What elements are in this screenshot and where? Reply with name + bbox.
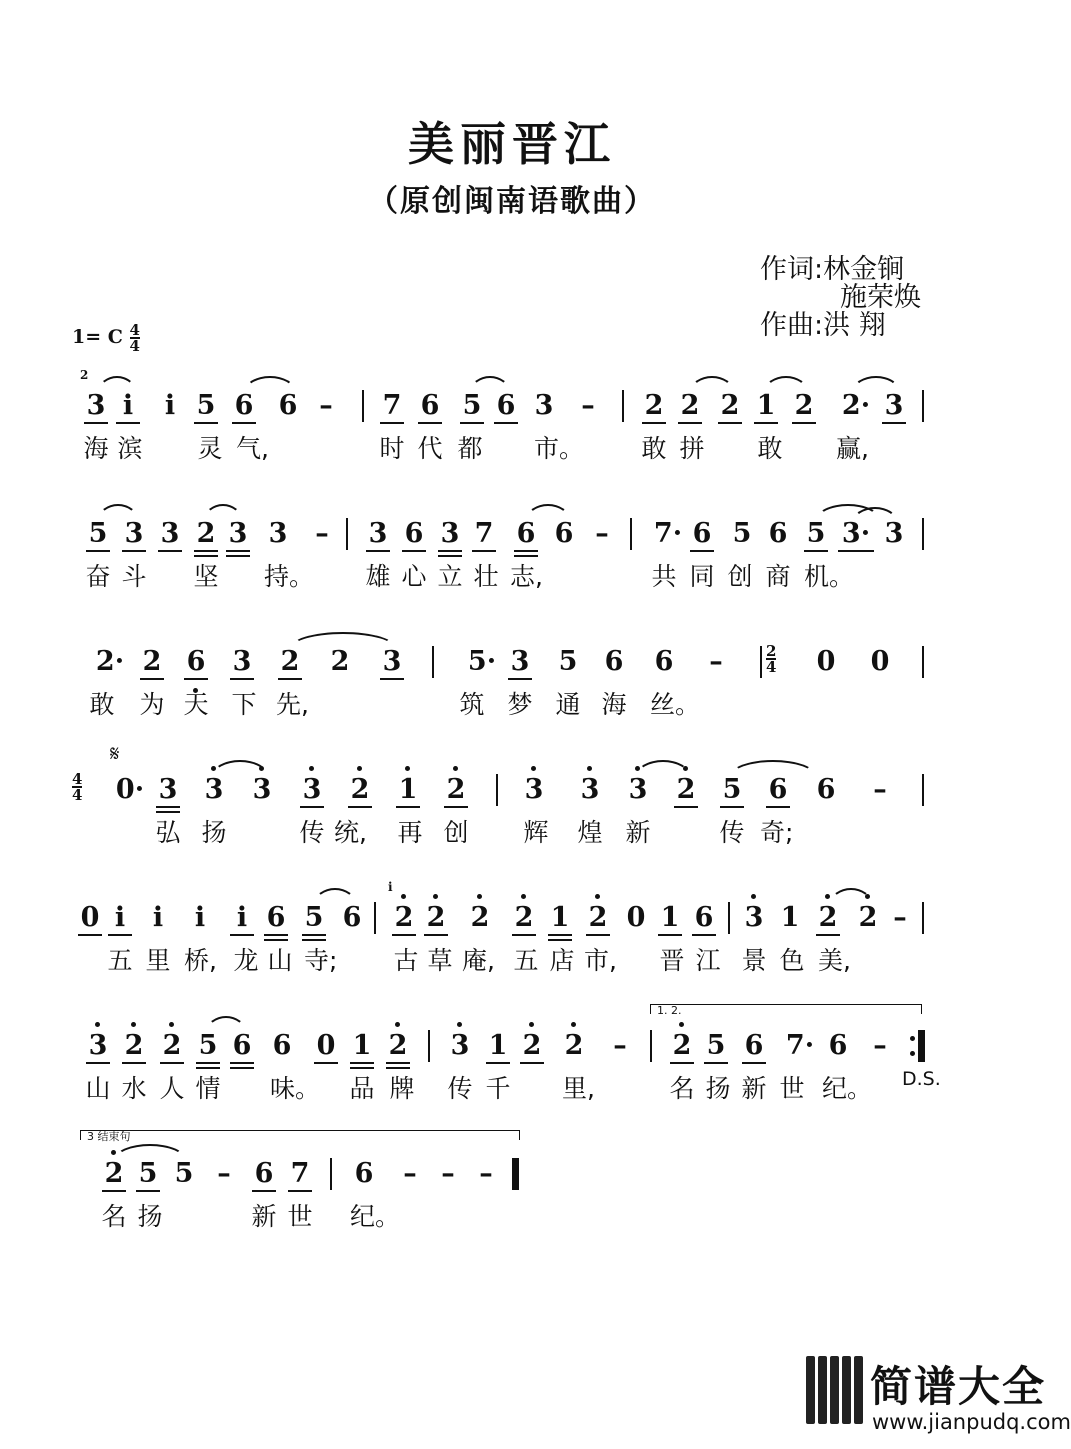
note: 1 [780, 902, 800, 933]
lyric: 壮 [473, 562, 499, 591]
lyric: 名 [101, 1202, 127, 1231]
lyric: 世 [779, 1074, 805, 1103]
note: 5 [192, 388, 220, 424]
time-change-bottom: 4 [766, 658, 777, 676]
bar-line [330, 1158, 332, 1190]
lyric: 龙 [233, 946, 259, 975]
lyric: 奋 [85, 562, 111, 591]
note: i [164, 390, 176, 421]
bar-line [432, 646, 434, 678]
key-signature [72, 323, 140, 353]
key-text: 1= C [72, 326, 123, 348]
note: i [152, 902, 164, 933]
note: 6 [278, 390, 298, 421]
note: 2 [346, 772, 374, 808]
note: 0 [870, 646, 890, 677]
lyric: 为 [139, 690, 165, 719]
lyric: 纪。 [822, 1074, 873, 1103]
note: i [106, 900, 134, 936]
note: 3 [520, 772, 548, 808]
note: 3· [836, 516, 876, 552]
note: 7· [785, 1030, 815, 1061]
final-bar [512, 1158, 519, 1190]
note: 5 [174, 1158, 194, 1189]
lyric: 名 [669, 1074, 695, 1103]
note: 1 [348, 1028, 376, 1064]
note: 3 [364, 516, 392, 552]
note: 2 [668, 1028, 696, 1064]
note: 5 [300, 900, 328, 936]
note: 1 [484, 1028, 512, 1064]
lyric: 通 [555, 690, 581, 719]
note: 6 [816, 774, 836, 805]
note: 2 [640, 388, 668, 424]
slur [98, 504, 138, 520]
composer: 洪 翔 [823, 310, 886, 341]
note: 0 [312, 1028, 340, 1064]
score-line-2 [0, 516, 1024, 616]
lyric: 共 [651, 562, 677, 591]
note: 3 [200, 772, 228, 808]
lyric: 世 [287, 1202, 313, 1231]
lyric: 敢 [641, 434, 667, 463]
note: 3 [156, 516, 184, 552]
note: 2 [716, 388, 744, 424]
note: 7 [470, 516, 498, 552]
lyric: 五 [513, 946, 539, 975]
lyric: 纪。 [350, 1202, 401, 1231]
lyric: 山 [85, 1074, 111, 1103]
note: 2· [95, 646, 125, 677]
note: 5 [558, 646, 578, 677]
note: 3 [534, 390, 554, 421]
note: 5 [458, 388, 486, 424]
score-line-1 [0, 368, 1024, 488]
lyric: 持。 [264, 562, 315, 591]
note: 2 [510, 900, 538, 936]
note: 5· [467, 646, 497, 677]
bar-line [922, 646, 924, 678]
site-logo[interactable] [806, 1350, 1071, 1445]
note: 6 [764, 772, 792, 808]
note: 6 [492, 388, 520, 424]
bar-line [922, 390, 924, 422]
bar-line [922, 774, 924, 806]
slur [206, 1016, 246, 1032]
note: 3 [228, 644, 256, 680]
song-subtitle: （原创闽南语歌曲） [368, 184, 656, 219]
lyric: 雄 [365, 562, 391, 591]
note: 3 [268, 518, 288, 549]
note: i [194, 902, 206, 933]
note: 0 [76, 900, 104, 936]
lyric: 辉 [523, 818, 549, 847]
lyric: 坚 [193, 562, 219, 591]
note: 2 [330, 646, 350, 677]
lyric: 煌 [577, 818, 603, 847]
note: – [441, 1158, 455, 1189]
time-signature [130, 323, 140, 353]
lyric: 扬 [201, 818, 227, 847]
lyric: 寺; [304, 946, 338, 975]
note: 6 [272, 1030, 292, 1061]
slur [470, 376, 510, 392]
note: 6 [250, 1156, 278, 1192]
note: 2 [814, 900, 842, 936]
note: 6 [228, 1028, 256, 1064]
bar-line [650, 1030, 652, 1062]
lyric: 弘 [155, 818, 181, 847]
lyric: 丝。 [650, 690, 701, 719]
slur [730, 760, 816, 776]
note: 6 [354, 1158, 374, 1189]
score-line-4 [0, 742, 1024, 872]
note: 2 [676, 388, 704, 424]
lyric: 再 [397, 818, 423, 847]
score-line-3 [0, 644, 1024, 744]
credits [760, 256, 921, 340]
lyric: 桥, [184, 946, 217, 975]
lyric: 传 [447, 1074, 473, 1103]
note: 5 [718, 772, 746, 808]
lyric: 心 [401, 562, 427, 591]
lyric: 志, [510, 562, 543, 591]
lyric: 味。 [270, 1074, 321, 1103]
note: – [595, 518, 609, 549]
bar-line [346, 518, 348, 550]
note: 3 [84, 1028, 112, 1064]
note: – [403, 1158, 417, 1189]
lyric: 统, [334, 818, 367, 847]
note: 2 [158, 1028, 186, 1064]
note: – [581, 390, 595, 421]
note: 6 [768, 518, 788, 549]
lyric: 新 [741, 1074, 767, 1103]
lyric: 拼 [679, 434, 705, 463]
note: 6 [654, 646, 674, 677]
note: – [319, 390, 333, 421]
time-top-return: 4 [72, 770, 83, 788]
note: 2· [841, 390, 871, 421]
note: 1 [546, 900, 574, 936]
lyric: 海 [601, 690, 627, 719]
note: i [114, 388, 142, 424]
note: 3 [436, 516, 464, 552]
note: 3 [298, 772, 326, 808]
note: 3 [154, 772, 182, 808]
lyric: 创 [727, 562, 753, 591]
bar-line [374, 902, 376, 934]
note: 5 [84, 516, 112, 552]
note: 5 [732, 518, 752, 549]
time-signature-return [72, 772, 82, 802]
lyric: 都 [457, 434, 483, 463]
grace-note: i [388, 880, 393, 894]
score-line-7 [0, 1156, 1024, 1256]
note: 2 [100, 1156, 128, 1192]
lyric: 古 [393, 946, 419, 975]
lyric: 赢, [836, 434, 869, 463]
slur [212, 760, 268, 776]
lyric: 筑 [459, 690, 485, 719]
note: 3 [624, 772, 652, 808]
note: 2 [422, 900, 450, 936]
slur [830, 888, 872, 904]
lyric: 梦 [507, 690, 533, 719]
piano-keys-icon [806, 1356, 866, 1424]
lyric: 人 [159, 1074, 185, 1103]
lyric: 时 [379, 434, 405, 463]
note: 3 [378, 644, 406, 680]
note: 2 [584, 900, 612, 936]
lyric: 先, [276, 690, 309, 719]
slur [98, 376, 136, 392]
lyric: 市。 [534, 434, 585, 463]
lyricist-2: 施荣焕 [840, 282, 921, 313]
lyric: 灵 [197, 434, 223, 463]
note: 6 [400, 516, 428, 552]
lyric: 滨 [117, 434, 143, 463]
bar-line [760, 646, 762, 678]
note: 3 [224, 516, 252, 552]
lyric: 景 [741, 946, 767, 975]
time-bottom: 4 [129, 337, 140, 355]
lyric: 千 [485, 1074, 511, 1103]
time-change [766, 644, 776, 674]
lyric: 庵, [462, 946, 495, 975]
note: 3 [884, 518, 904, 549]
lyric: 江 [695, 946, 721, 975]
lyric: 扬 [705, 1074, 731, 1103]
lyric: 天 [183, 690, 209, 719]
lyric: 晋 [659, 946, 685, 975]
lyricist-label: 作词: [760, 254, 824, 285]
note: 2 [518, 1028, 546, 1064]
lyric: 商 [765, 562, 791, 591]
lyric: 传 [719, 818, 745, 847]
lyric: 气, [236, 434, 269, 463]
note: – [873, 774, 887, 805]
lyric: 扬 [137, 1202, 163, 1231]
note: 6 [342, 902, 362, 933]
slur [852, 376, 900, 392]
lyric: 敢 [757, 434, 783, 463]
lyric: 下 [231, 690, 257, 719]
lyric: 品 [349, 1074, 375, 1103]
lyric: 草 [427, 946, 453, 975]
bar-line [922, 518, 924, 550]
note: 1 [752, 388, 780, 424]
lyric: 立 [437, 562, 463, 591]
note: 2 [120, 1028, 148, 1064]
lyric: 传 [299, 818, 325, 847]
note: 3 [880, 388, 908, 424]
bar-line [622, 390, 624, 422]
note: i [228, 900, 256, 936]
lyric: 机。 [804, 562, 855, 591]
note: – [873, 1030, 887, 1061]
note: 2 [276, 644, 304, 680]
bar-line [922, 902, 924, 934]
bar-line [630, 518, 632, 550]
note: 7 [378, 388, 406, 424]
lyric: 里 [145, 946, 171, 975]
note: 6 [230, 388, 258, 424]
lyric: 水 [121, 1074, 147, 1103]
note: – [479, 1158, 493, 1189]
note: – [893, 902, 907, 933]
note: 6 [416, 388, 444, 424]
note: 0 [626, 902, 646, 933]
note: 3 [82, 388, 110, 424]
logo-brand: 简谱大全 [870, 1362, 1047, 1411]
note: 5 [702, 1028, 730, 1064]
lyric: 山 [267, 946, 293, 975]
time-change-top: 2 [766, 642, 777, 660]
slur [204, 504, 242, 520]
logo-url[interactable]: www.jianpudq.com [872, 1410, 1071, 1434]
volta-1-2: 1. 2. [650, 1004, 922, 1014]
lyric: 斗 [121, 562, 147, 591]
lyric: 创 [443, 818, 469, 847]
note: 3 [506, 644, 534, 680]
lyric: 代 [417, 434, 443, 463]
repeat-bar [918, 1030, 925, 1062]
note: 6 [554, 518, 574, 549]
note: 3 [576, 772, 604, 808]
note: 2 [442, 772, 470, 808]
grace-note: 2 [80, 368, 89, 382]
note: 6 [262, 900, 290, 936]
note: 2 [384, 1028, 412, 1064]
note: – [315, 518, 329, 549]
note: 2 [390, 900, 418, 936]
note: 1 [394, 772, 422, 808]
lyric: 新 [251, 1202, 277, 1231]
score-line-5 [0, 880, 1024, 1000]
note: – [613, 1030, 627, 1061]
segno-sign: 𝄋 [110, 742, 120, 767]
note: 2 [138, 644, 166, 680]
note: – [217, 1158, 231, 1189]
note: 2 [560, 1028, 588, 1064]
note: 0 [816, 646, 836, 677]
note: 5 [194, 1028, 222, 1064]
note: 6 [690, 900, 718, 936]
lyricist-1: 林金锏 [823, 254, 905, 285]
note: 3 [740, 900, 768, 936]
lyric: 市, [584, 946, 617, 975]
composer-label: 作曲: [760, 310, 824, 341]
note: 1 [656, 900, 684, 936]
note: 6 [512, 516, 540, 552]
note: 2 [672, 772, 700, 808]
note: 7· [653, 518, 683, 549]
note: 6 [828, 1030, 848, 1061]
note: 6 [688, 516, 716, 552]
lyric: 情 [195, 1074, 221, 1103]
note: 6 [604, 646, 624, 677]
lyric: 里, [562, 1074, 595, 1103]
lyric: 同 [689, 562, 715, 591]
time-bottom-return: 4 [72, 786, 83, 804]
note: 2 [854, 900, 882, 936]
lyric: 牌 [389, 1074, 415, 1103]
note: 3 [120, 516, 148, 552]
note: 6 [740, 1028, 768, 1064]
note: 6 [182, 644, 210, 680]
note: 2 [192, 516, 220, 552]
note: 2 [790, 388, 818, 424]
note: 0· [115, 774, 145, 805]
song-title: 美丽晋江 [408, 117, 616, 171]
lyric: 敢 [89, 690, 115, 719]
repeat-dots [910, 1036, 916, 1066]
note: 7 [286, 1156, 314, 1192]
lyric: 新 [625, 818, 651, 847]
bar-line [728, 902, 730, 934]
lyric: 店 [549, 946, 575, 975]
bar-line [428, 1030, 430, 1062]
bar-line [362, 390, 364, 422]
lyric: 美, [818, 946, 851, 975]
lyric: 奇; [760, 818, 794, 847]
note: 2 [466, 900, 494, 936]
note: 3 [248, 772, 276, 808]
bar-line [496, 774, 498, 806]
lyric: 五 [107, 946, 133, 975]
ds-marking: D.S. [902, 1068, 941, 1090]
score-line-6 [0, 1028, 1024, 1128]
note: – [709, 646, 723, 677]
volta-3-ending: 3 结束句 [80, 1130, 520, 1140]
time-top: 4 [129, 321, 140, 339]
lyric: 色 [779, 946, 805, 975]
note: 5 [134, 1156, 162, 1192]
note: 3 [446, 1028, 474, 1064]
lyric: 海 [83, 434, 109, 463]
note: 5 [802, 516, 830, 552]
